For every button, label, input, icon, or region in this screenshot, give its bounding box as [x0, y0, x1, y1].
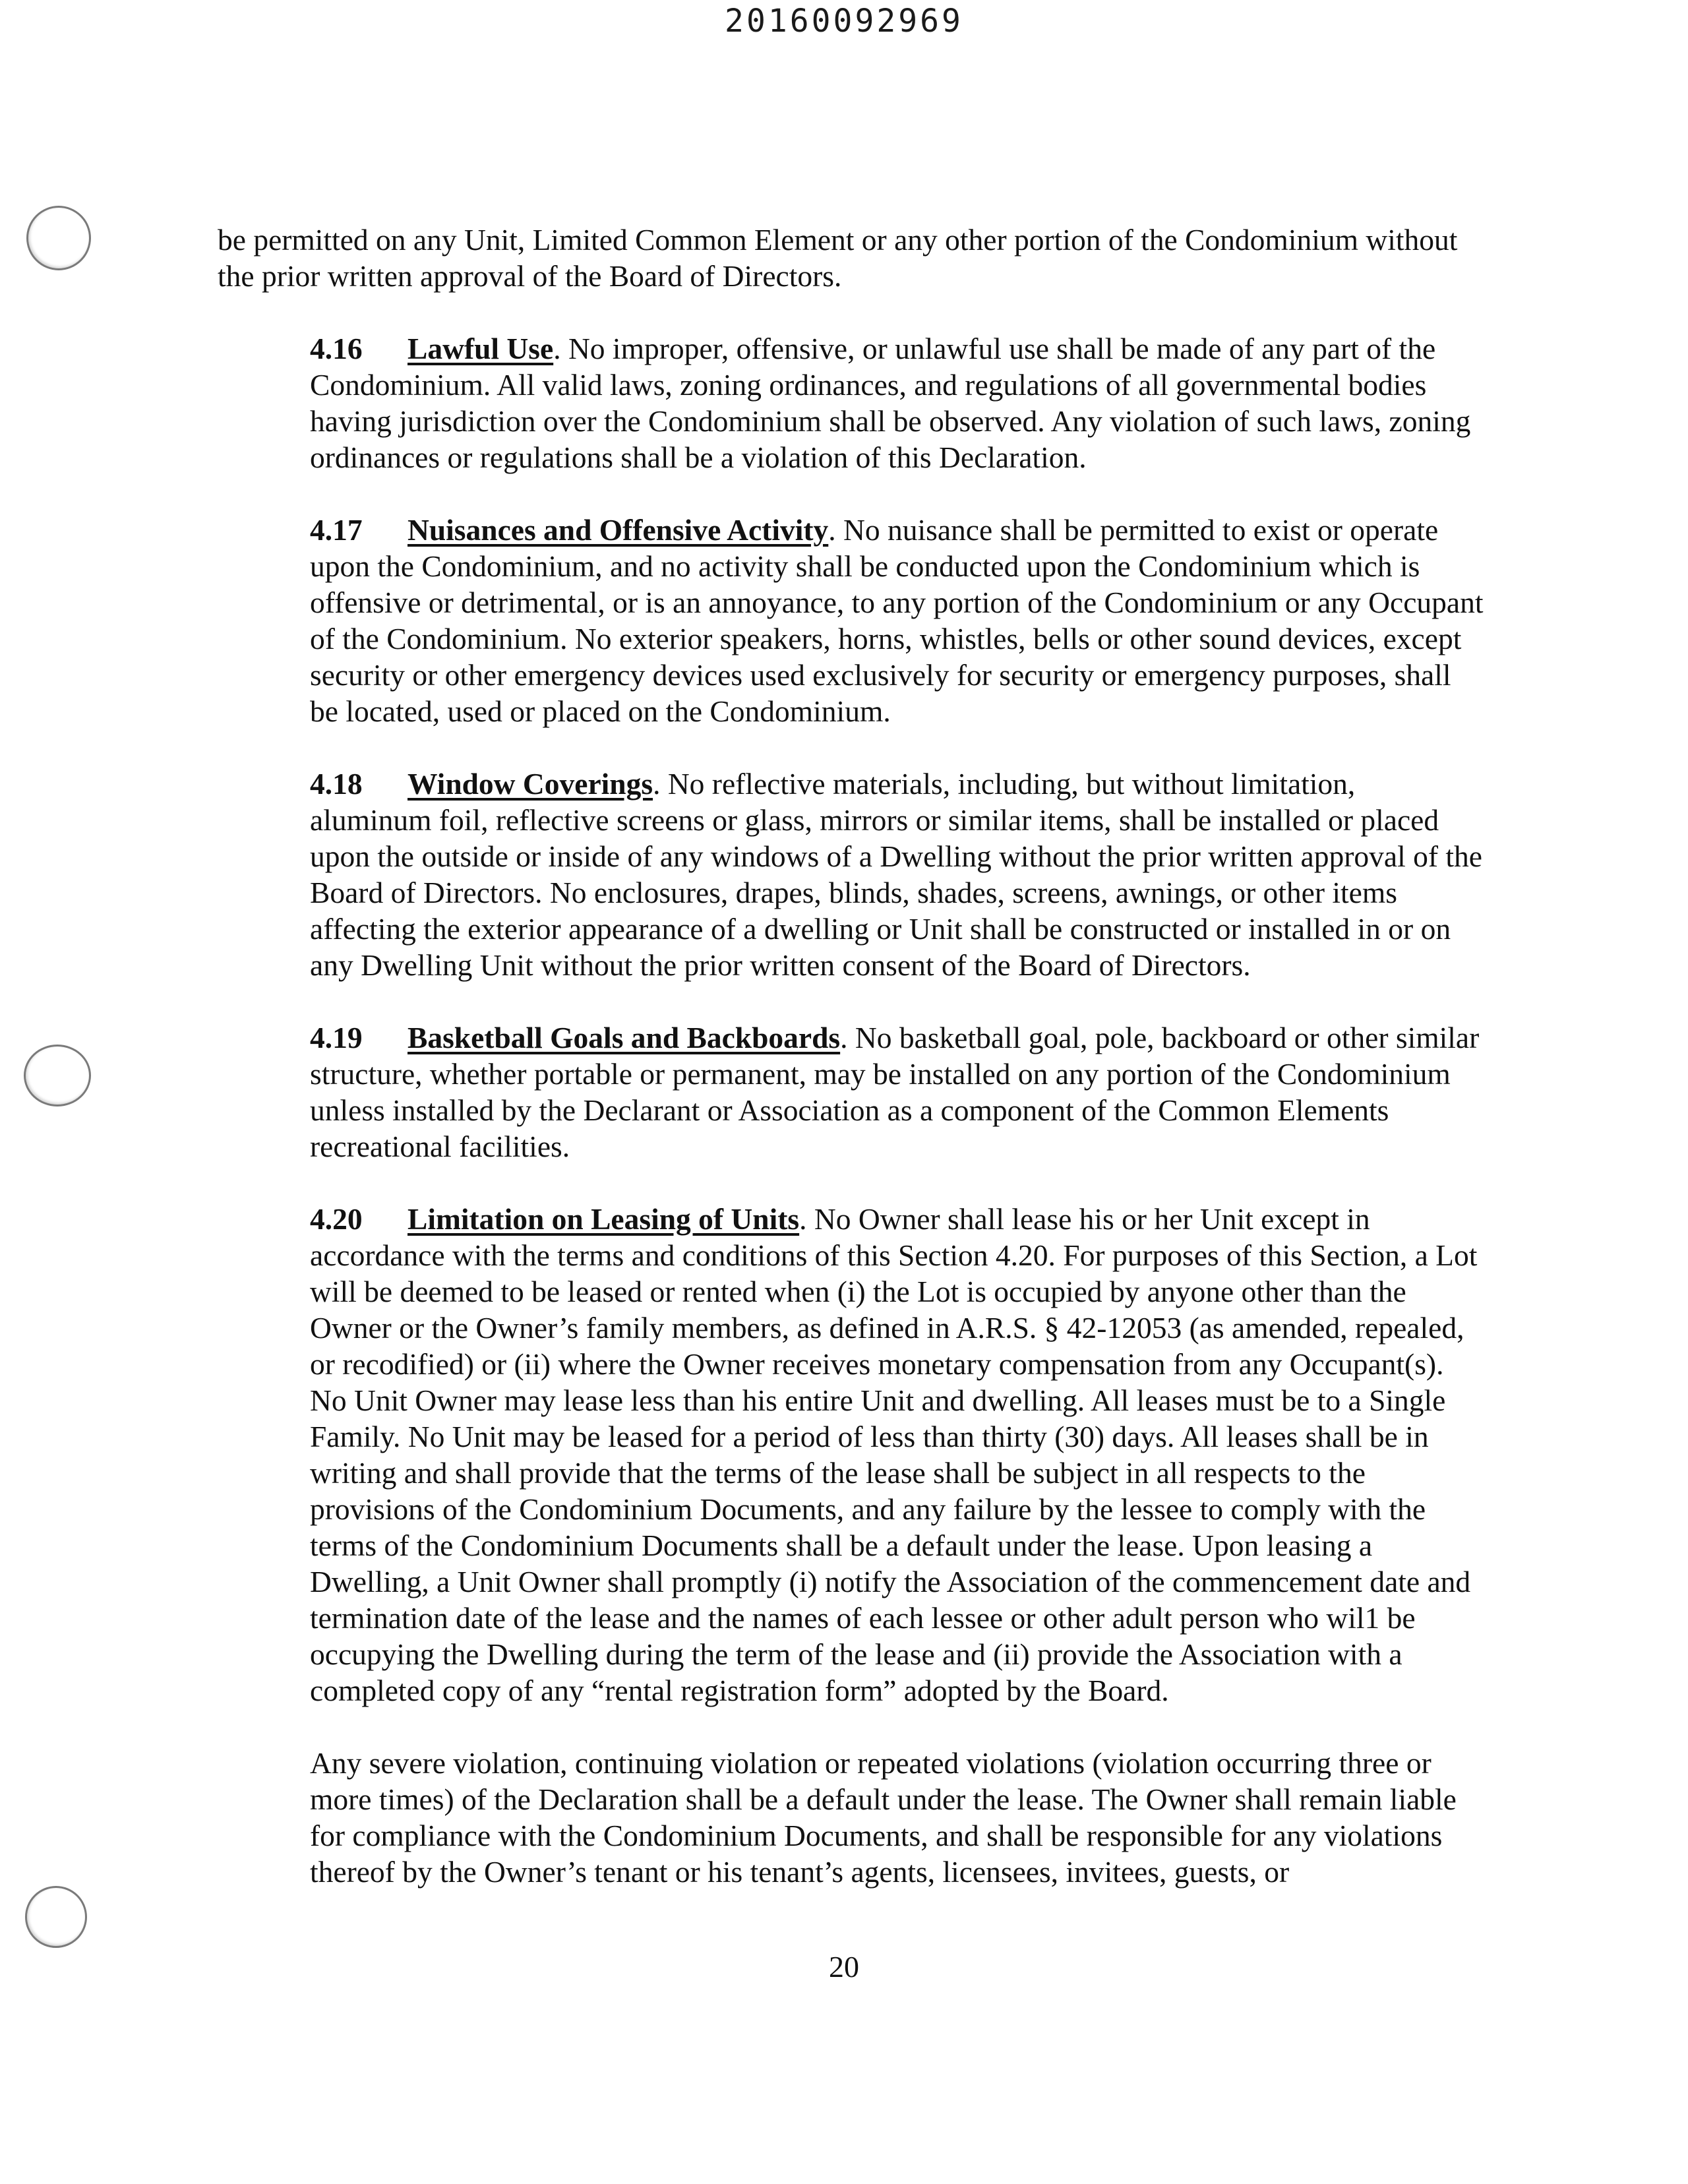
- section-text: . No improper, offensive, or unlawful use shall be made of any part of the Condominium. All valid laws, zoning ordinances, and regulations of all governmental bodies having jurisdiction over the Condominium shall be observed. Any violation of such laws, zoning ordinances or regulations shall be a violation of this Declaration.: [310, 332, 1471, 474]
- punch-hole-mark: [24, 1045, 91, 1107]
- section-title: Limitation on Leasing of Units: [407, 1202, 800, 1236]
- recording-number: 20160092969: [725, 3, 963, 40]
- section-4-17: [218, 512, 1484, 729]
- section-number: 4.19: [310, 1021, 363, 1054]
- section-title: Window Coverings: [407, 767, 653, 801]
- page-number: 20: [829, 1950, 859, 1984]
- document-body: [218, 222, 1484, 1890]
- section-4-18: [218, 766, 1484, 983]
- section-title: Basketball Goals and Backboards: [407, 1021, 841, 1054]
- punch-hole-mark: [25, 1886, 87, 1948]
- punch-hole-mark: [26, 206, 91, 270]
- section-number: 4.16: [310, 332, 363, 365]
- section-4-16: [218, 330, 1484, 475]
- section-number: 4.18: [310, 767, 363, 801]
- section-text: . No Owner shall lease his or her Unit except in accordance with the terms and conditions of this Section 4.20. For purposes of this Section, a Lot will be deemed to be leased or rented when (i) the Lot is occupied by anyone other than the Owner or the Owner’s family members, as defined in A.R.S. § 42-12053 (as amended, repealed, or recodified) or (ii) where the Owner receives monetary compensation from any Occupant(s). No Unit Owner may lease less than his entire Unit and dwelling. All leases must be to a Single Family. No Unit may be leased for a period of less than thirty (30) days. All leases shall be in writing and shall provide that the terms of the lease shall be subject in all respects to the provisions of the Condominium Documents, and any failure by the lessee to comply with the terms of the Condominium Documents shall be a default under the lease. Upon leasing a Dwelling, a Unit Owner shall promptly (i) notify the Association of the commencement date and termination date of the lease and the names of each lessee or other adult person who wil1 be occupying the Dwelling during the term of the lease and (ii) provide the Association with a completed copy of any “rental registration form” adopted by the Board.: [310, 1202, 1478, 1707]
- section-title: Lawful Use: [407, 332, 554, 365]
- section-text: . No basketball goal, pole, backboard or other similar structure, whether portable or permanent, may be installed on any portion of the Condominium unless installed by the Declarant or Association as a component of the Common Elements recreational facilities.: [310, 1021, 1480, 1163]
- continuation-paragraph: be permitted on any Unit, Limited Common Element or any other portion of the Condominium without the prior written approval of the Board of Directors.: [218, 223, 1458, 293]
- section-title: Nuisances and Offensive Activity: [407, 513, 829, 547]
- section-text: . No nuisance shall be permitted to exist or operate upon the Condominium, and no activity shall be conducted upon the Condominium which is offensive or detrimental, or is an annoyance, to any portion of the Condominium or any Occupant of the Condominium. No exterior speakers, horns, whistles, bells or other sound devices, except security or other emergency devices used exclusively for security or emergency purposes, shall be located, used or placed on the Condominium.: [310, 513, 1484, 728]
- section-number: 4.17: [310, 513, 363, 547]
- section-4-19: [218, 1019, 1484, 1165]
- section-number: 4.20: [310, 1202, 363, 1236]
- section-4-20: [218, 1201, 1484, 1709]
- closing-paragraph: Any severe violation, continuing violation or repeated violations (violation occurring three or more times) of the Declaration shall be a default under the lease. The Owner shall remain liable for compliance with the Condominium Documents, and shall be responsible for any violations thereof by the Owner’s tenant or his tenant’s agents, licensees, invitees, guests, or: [310, 1746, 1457, 1889]
- section-text: . No reflective materials, including, but without limitation, aluminum foil, reflective screens or glass, mirrors or similar items, shall be installed or placed upon the outside or inside of any windows of a Dwelling without the prior written approval of the Board of Directors. No enclosures, drapes, blinds, shades, screens, awnings, or other items affecting the exterior appearance of a dwelling or Unit shall be constructed or installed in or on any Dwelling Unit without the prior written consent of the Board of Directors.: [310, 767, 1482, 982]
